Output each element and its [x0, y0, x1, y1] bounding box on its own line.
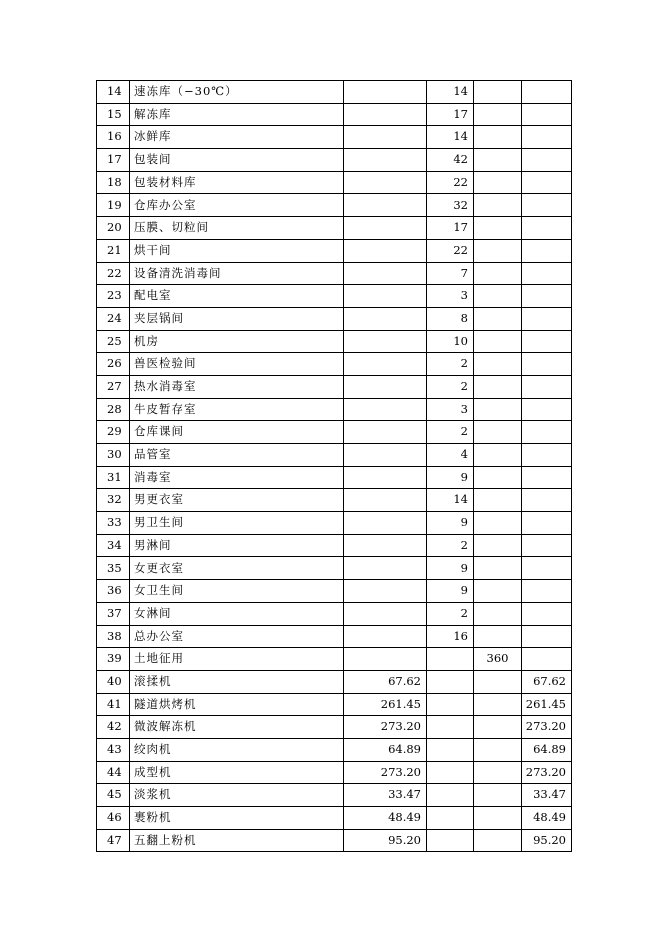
item-name: 女卫生间 [130, 580, 344, 603]
row-number: 22 [97, 262, 130, 285]
value-col-5: 360 [474, 648, 522, 671]
value-col-3 [344, 81, 427, 104]
table-row [97, 489, 572, 512]
row-number: 34 [97, 534, 130, 557]
row-number: 43 [97, 738, 130, 761]
table-row [97, 353, 572, 376]
table-row [97, 829, 572, 852]
row-number: 45 [97, 784, 130, 807]
value-col-5 [474, 784, 522, 807]
value-col-3 [344, 103, 427, 126]
value-col-4: 14 [427, 81, 474, 104]
value-col-4 [427, 784, 474, 807]
value-col-3 [344, 648, 427, 671]
value-col-3 [344, 285, 427, 308]
value-col-6 [522, 489, 572, 512]
value-col-6: 64.89 [522, 738, 572, 761]
value-col-4: 9 [427, 557, 474, 580]
value-col-4: 10 [427, 330, 474, 353]
value-col-4: 17 [427, 103, 474, 126]
value-col-5 [474, 103, 522, 126]
table-row [97, 534, 572, 557]
value-col-4: 4 [427, 444, 474, 467]
value-col-5 [474, 693, 522, 716]
item-name: 裹粉机 [130, 807, 344, 830]
value-col-6 [522, 444, 572, 467]
row-number: 28 [97, 398, 130, 421]
table-row [97, 716, 572, 739]
value-col-4: 7 [427, 262, 474, 285]
value-col-5 [474, 670, 522, 693]
item-name: 夹层锅间 [130, 307, 344, 330]
value-col-3: 67.62 [344, 670, 427, 693]
value-col-5 [474, 534, 522, 557]
value-col-4: 9 [427, 466, 474, 489]
table-row [97, 738, 572, 761]
item-name: 仓库课间 [130, 421, 344, 444]
value-col-3: 261.45 [344, 693, 427, 716]
item-name: 男卫生间 [130, 512, 344, 535]
row-number: 35 [97, 557, 130, 580]
table-body [97, 81, 572, 852]
table-row [97, 625, 572, 648]
value-col-4: 3 [427, 398, 474, 421]
item-name: 包装间 [130, 149, 344, 172]
table-row [97, 103, 572, 126]
table-row [97, 557, 572, 580]
value-col-5 [474, 512, 522, 535]
value-col-5 [474, 466, 522, 489]
value-col-6: 48.49 [522, 807, 572, 830]
value-col-6 [522, 81, 572, 104]
table-row [97, 602, 572, 625]
item-name: 烘干间 [130, 239, 344, 262]
item-name: 配电室 [130, 285, 344, 308]
value-col-6 [522, 534, 572, 557]
value-col-5 [474, 716, 522, 739]
value-col-6: 261.45 [522, 693, 572, 716]
value-col-3 [344, 375, 427, 398]
value-col-3 [344, 534, 427, 557]
value-col-6 [522, 421, 572, 444]
value-col-4: 22 [427, 171, 474, 194]
row-number: 26 [97, 353, 130, 376]
value-col-4: 42 [427, 149, 474, 172]
table-row [97, 126, 572, 149]
row-number: 40 [97, 670, 130, 693]
row-number: 31 [97, 466, 130, 489]
value-col-4: 2 [427, 353, 474, 376]
value-col-3 [344, 217, 427, 240]
value-col-5 [474, 149, 522, 172]
item-name: 牛皮暂存室 [130, 398, 344, 421]
value-col-3 [344, 557, 427, 580]
value-col-3: 273.20 [344, 716, 427, 739]
item-name: 压膜、切粒间 [130, 217, 344, 240]
table-row [97, 330, 572, 353]
item-name: 解冻库 [130, 103, 344, 126]
value-col-6 [522, 648, 572, 671]
item-name: 淡浆机 [130, 784, 344, 807]
value-col-5 [474, 738, 522, 761]
value-col-6 [522, 285, 572, 308]
item-name: 消毒室 [130, 466, 344, 489]
row-number: 47 [97, 829, 130, 852]
value-col-4: 9 [427, 580, 474, 603]
value-col-4: 16 [427, 625, 474, 648]
value-col-6 [522, 194, 572, 217]
row-number: 42 [97, 716, 130, 739]
item-name: 仓库办公室 [130, 194, 344, 217]
value-col-3 [344, 466, 427, 489]
value-col-3 [344, 262, 427, 285]
value-col-3 [344, 398, 427, 421]
row-number: 17 [97, 149, 130, 172]
value-col-5 [474, 307, 522, 330]
value-col-6 [522, 239, 572, 262]
row-number: 30 [97, 444, 130, 467]
data-table [96, 80, 572, 852]
item-name: 兽医检验间 [130, 353, 344, 376]
table-row [97, 670, 572, 693]
row-number: 39 [97, 648, 130, 671]
item-name: 品管室 [130, 444, 344, 467]
value-col-5 [474, 126, 522, 149]
value-col-3 [344, 444, 427, 467]
table-row [97, 807, 572, 830]
value-col-4: 2 [427, 375, 474, 398]
table-row [97, 421, 572, 444]
value-col-4 [427, 693, 474, 716]
value-col-3 [344, 353, 427, 376]
row-number: 20 [97, 217, 130, 240]
value-col-4 [427, 761, 474, 784]
value-col-6 [522, 466, 572, 489]
table-row [97, 466, 572, 489]
value-col-3 [344, 126, 427, 149]
table-row [97, 693, 572, 716]
value-col-3: 273.20 [344, 761, 427, 784]
table-row [97, 375, 572, 398]
value-col-5 [474, 285, 522, 308]
table-row [97, 171, 572, 194]
value-col-6 [522, 217, 572, 240]
value-col-6 [522, 580, 572, 603]
value-col-4: 2 [427, 421, 474, 444]
table-row [97, 307, 572, 330]
item-name: 机房 [130, 330, 344, 353]
row-number: 46 [97, 807, 130, 830]
value-col-5 [474, 194, 522, 217]
value-col-5 [474, 557, 522, 580]
item-name: 微波解冻机 [130, 716, 344, 739]
value-col-5 [474, 625, 522, 648]
row-number: 23 [97, 285, 130, 308]
item-name: 总办公室 [130, 625, 344, 648]
value-col-5 [474, 829, 522, 852]
value-col-3 [344, 330, 427, 353]
value-col-4: 9 [427, 512, 474, 535]
value-col-5 [474, 171, 522, 194]
value-col-6 [522, 398, 572, 421]
item-name: 男淋间 [130, 534, 344, 557]
value-col-3 [344, 307, 427, 330]
table-row [97, 444, 572, 467]
value-col-4 [427, 829, 474, 852]
value-col-3 [344, 239, 427, 262]
table-row [97, 81, 572, 104]
value-col-6 [522, 307, 572, 330]
value-col-3: 64.89 [344, 738, 427, 761]
row-number: 38 [97, 625, 130, 648]
value-col-5 [474, 81, 522, 104]
table-row [97, 262, 572, 285]
item-name: 男更衣室 [130, 489, 344, 512]
value-col-5 [474, 761, 522, 784]
value-col-3 [344, 149, 427, 172]
value-col-6 [522, 602, 572, 625]
value-col-3 [344, 171, 427, 194]
value-col-4: 14 [427, 489, 474, 512]
item-name: 隧道烘烤机 [130, 693, 344, 716]
row-number: 18 [97, 171, 130, 194]
row-number: 41 [97, 693, 130, 716]
value-col-5 [474, 489, 522, 512]
value-col-5 [474, 217, 522, 240]
value-col-5 [474, 398, 522, 421]
value-col-3 [344, 602, 427, 625]
row-number: 27 [97, 375, 130, 398]
value-col-3 [344, 512, 427, 535]
table-row [97, 512, 572, 535]
value-col-5 [474, 807, 522, 830]
value-col-5 [474, 602, 522, 625]
item-name: 五翻上粉机 [130, 829, 344, 852]
row-number: 29 [97, 421, 130, 444]
item-name: 绞肉机 [130, 738, 344, 761]
item-name: 设备清洗消毒间 [130, 262, 344, 285]
value-col-3 [344, 489, 427, 512]
table-row [97, 217, 572, 240]
value-col-6: 67.62 [522, 670, 572, 693]
row-number: 14 [97, 81, 130, 104]
value-col-4 [427, 716, 474, 739]
value-col-6 [522, 625, 572, 648]
value-col-6 [522, 375, 572, 398]
value-col-5 [474, 580, 522, 603]
item-name: 包装材料库 [130, 171, 344, 194]
value-col-6 [522, 330, 572, 353]
row-number: 21 [97, 239, 130, 262]
row-number: 19 [97, 194, 130, 217]
table-row [97, 580, 572, 603]
value-col-4 [427, 807, 474, 830]
value-col-5 [474, 239, 522, 262]
table-row [97, 239, 572, 262]
value-col-4: 14 [427, 126, 474, 149]
value-col-5 [474, 330, 522, 353]
row-number: 16 [97, 126, 130, 149]
value-col-3 [344, 625, 427, 648]
table-row [97, 761, 572, 784]
row-number: 24 [97, 307, 130, 330]
value-col-6 [522, 126, 572, 149]
value-col-4: 32 [427, 194, 474, 217]
value-col-3: 33.47 [344, 784, 427, 807]
value-col-4 [427, 648, 474, 671]
value-col-3 [344, 421, 427, 444]
item-name: 女更衣室 [130, 557, 344, 580]
value-col-4: 2 [427, 602, 474, 625]
value-col-5 [474, 444, 522, 467]
value-col-6 [522, 262, 572, 285]
value-col-5 [474, 421, 522, 444]
value-col-4: 17 [427, 217, 474, 240]
row-number: 15 [97, 103, 130, 126]
item-name: 女淋间 [130, 602, 344, 625]
value-col-4 [427, 670, 474, 693]
row-number: 36 [97, 580, 130, 603]
table-row [97, 784, 572, 807]
value-col-3 [344, 580, 427, 603]
value-col-6 [522, 557, 572, 580]
row-number: 44 [97, 761, 130, 784]
value-col-5 [474, 353, 522, 376]
value-col-6: 33.47 [522, 784, 572, 807]
value-col-6 [522, 171, 572, 194]
row-number: 37 [97, 602, 130, 625]
item-name: 成型机 [130, 761, 344, 784]
value-col-6 [522, 103, 572, 126]
item-name: 冰鲜库 [130, 126, 344, 149]
value-col-3: 48.49 [344, 807, 427, 830]
row-number: 33 [97, 512, 130, 535]
value-col-6 [522, 353, 572, 376]
value-col-3: 95.20 [344, 829, 427, 852]
table-row [97, 285, 572, 308]
value-col-4: 22 [427, 239, 474, 262]
value-col-6: 273.20 [522, 761, 572, 784]
table-row [97, 194, 572, 217]
value-col-5 [474, 375, 522, 398]
table-row [97, 149, 572, 172]
value-col-5 [474, 262, 522, 285]
row-number: 25 [97, 330, 130, 353]
value-col-4: 2 [427, 534, 474, 557]
row-number: 32 [97, 489, 130, 512]
value-col-3 [344, 194, 427, 217]
item-name: 土地征用 [130, 648, 344, 671]
table-row [97, 398, 572, 421]
table-row [97, 648, 572, 671]
value-col-6 [522, 512, 572, 535]
value-col-4: 3 [427, 285, 474, 308]
item-name: 滚揉机 [130, 670, 344, 693]
item-name: 速冻库（−30℃） [130, 81, 344, 104]
value-col-4 [427, 738, 474, 761]
item-name: 热水消毒室 [130, 375, 344, 398]
value-col-6: 95.20 [522, 829, 572, 852]
value-col-6: 273.20 [522, 716, 572, 739]
value-col-4: 8 [427, 307, 474, 330]
value-col-6 [522, 149, 572, 172]
